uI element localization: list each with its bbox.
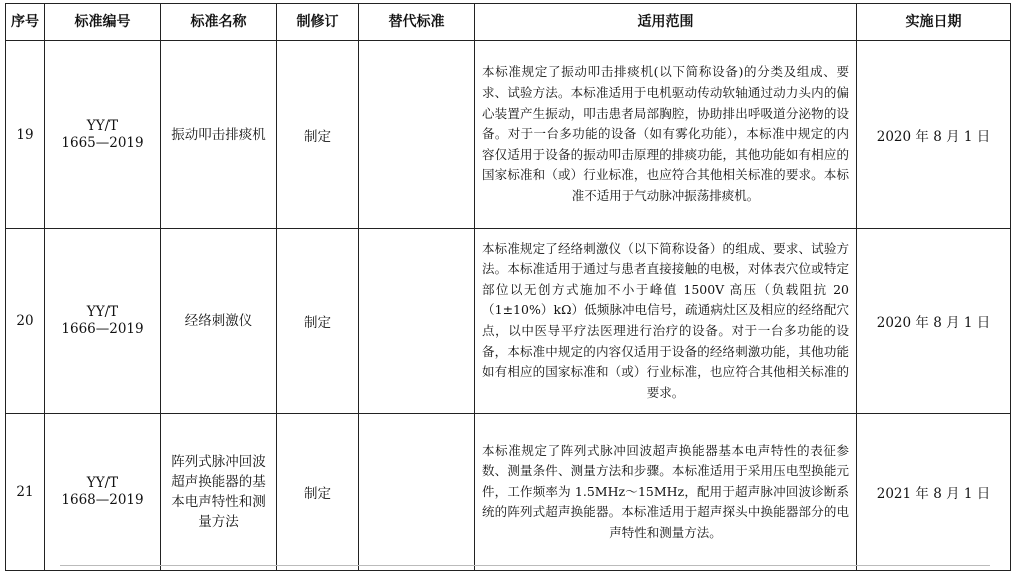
header-code: 标准编号	[45, 4, 161, 41]
header-revision: 制修订	[277, 4, 359, 41]
cell-seq: 21	[6, 414, 45, 571]
header-name: 标准名称	[161, 4, 277, 41]
cell-revision: 制定	[277, 229, 359, 414]
cell-scope	[475, 414, 857, 571]
header-row	[6, 4, 1011, 41]
header-date: 实施日期	[857, 4, 1011, 41]
cell-date: 2021 年 8 月 1 日	[857, 414, 1011, 571]
cell-code	[45, 414, 161, 571]
code-number: 1668—2019	[61, 492, 144, 508]
cell-code	[45, 229, 161, 414]
cell-seq: 19	[6, 41, 45, 229]
code-number: 1666—2019	[61, 321, 144, 337]
table-row	[6, 229, 1011, 414]
code-number: 1665—2019	[61, 134, 144, 151]
cell-replaces	[359, 41, 475, 229]
cell-replaces	[359, 229, 475, 414]
cell-scope	[475, 41, 857, 229]
page-divider	[60, 565, 990, 566]
code-prefix: YY/T	[86, 475, 119, 491]
cell-date: 2020 年 8 月 1 日	[857, 41, 1011, 229]
header-scope: 适用范围	[475, 4, 857, 41]
standards-table	[5, 3, 1011, 571]
scope-text: 本标准规定了经络刺激仪（以下简称设备）的组成、要求、试验方法。本标准适用于通过与患者直接接触的电极，对体表穴位或特定部位以无创方式施加不小于峰值 1500V 高压（负载阻抗 20（1±10%）kΩ）低频脉冲电信号，疏通病灶区及相应的经络配穴点，以中医导平疗法医理进行治疗的设备。对于一台多功能的设备，本标准中规定的内容仅适用于设备的经络刺激功能，其他功能如有相应的国家标准和（或）行业标准，也应符合其他相关标准的要求。	[482, 240, 849, 400]
code-prefix: YY/T	[86, 117, 119, 134]
cell-name: 振动叩击排痰机	[161, 41, 277, 229]
table-row	[6, 41, 1011, 229]
table-row	[6, 414, 1011, 571]
cell-scope	[475, 229, 857, 414]
cell-seq: 20	[6, 229, 45, 414]
cell-revision: 制定	[277, 414, 359, 571]
cell-revision: 制定	[277, 41, 359, 229]
cell-replaces	[359, 414, 475, 571]
cell-date: 2020 年 8 月 1 日	[857, 229, 1011, 414]
scope-text: 本标准规定了振动叩击排痰机(以下简称设备)的分类及组成、要求、试验方法。本标准适用于电机驱动传动软轴通过动力头内的偏心装置产生振动，叩击患者局部胸腔，协助排出呼吸道分泌物的设备。对于一台多功能的设备（如有雾化功能），本标准中规定的内容仅适用于设备的振动叩击原理的排痰功能，其他功能如有相应的国家标准和（或）行业标准，也应符合其他相关标准的要求。本标准不适用于气动脉冲振荡排痰机。	[482, 64, 849, 203]
cell-name: 阵列式脉冲回波超声换能器的基本电声特性和测量方法	[161, 414, 277, 571]
header-seq: 序号	[6, 4, 45, 41]
scope-text: 本标准规定了阵列式脉冲回波超声换能器基本电声特性的表征参数、测量条件、测量方法和步骤。本标准适用于采用压电型换能元件，工作频率为 1.5MHz～15MHz，配用于超声脉冲回波诊断系统的阵列式超声换能器。本标准适用于超声探头中换能器部分的电声特性和测量方法。	[482, 442, 849, 540]
code-prefix: YY/T	[86, 304, 119, 320]
header-replaces: 替代标准	[359, 4, 475, 41]
cell-name: 经络刺激仪	[161, 229, 277, 414]
cell-code	[45, 41, 161, 229]
